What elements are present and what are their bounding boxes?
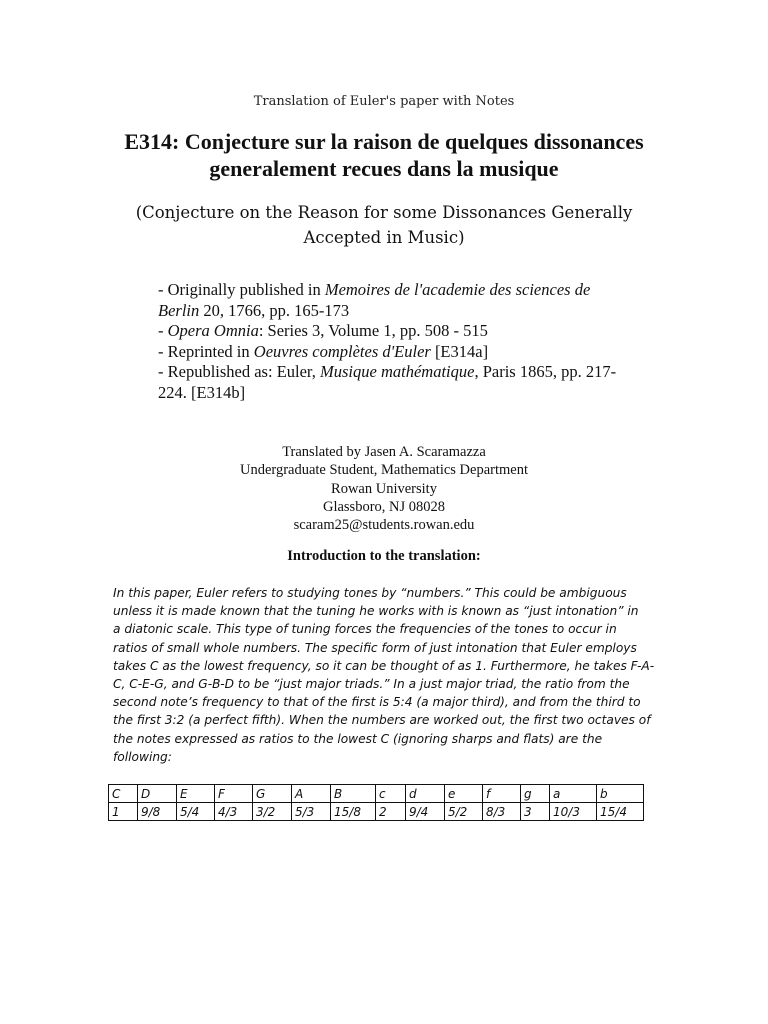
- oeuvres-title: Oeuvres complètes d'Euler: [253, 341, 431, 361]
- ratio-cell: 10/3: [550, 803, 597, 821]
- note-cell: F: [215, 785, 253, 803]
- publication-text: 20, 1766, pp. 165-173: [199, 300, 350, 320]
- ratio-cell: 3: [521, 803, 550, 821]
- note-cell: c: [376, 785, 406, 803]
- note-names-row: [109, 785, 644, 803]
- intro-line: In this paper, Euler refers to studying tones by “numbers.” This could be ambiguous: [113, 586, 627, 600]
- intro-line: takes C as the lowest frequency, so it can be thought of as 1. Furthermore, he takes F-A-: [113, 658, 655, 673]
- ratio-cell: 1: [109, 803, 138, 821]
- subtitle-line-1: (Conjecture on the Reason for some Dissonances Generally: [135, 203, 633, 222]
- note-cell: b: [597, 785, 644, 803]
- intro-line: second note’s frequency to that of the first is 5:4 (a major third), and from the third to: [113, 695, 641, 710]
- ratio-cell: 3/2: [253, 803, 292, 821]
- ratio-cell: 15/8: [331, 803, 376, 821]
- note-cell: E: [177, 785, 215, 803]
- paper-title: [90, 128, 678, 182]
- publication-line-4: [158, 342, 638, 363]
- title-line-1: E314: Conjecture sur la raison de quelques dissonances: [124, 129, 644, 154]
- journal-title-end: Berlin: [158, 300, 200, 320]
- introduction-heading: Introduction to the translation:: [287, 548, 481, 564]
- publication-line-3: [158, 321, 638, 342]
- publication-text: , Paris 1865, pp. 217-: [474, 362, 617, 381]
- intro-line: the first 3:2 (a perfect fifth). When the numbers are worked out, the first two octaves of: [113, 713, 651, 728]
- opera-omnia-title: Opera Omnia: [167, 321, 259, 340]
- publication-line-5: [158, 362, 638, 383]
- publication-text: - Originally published in: [158, 280, 325, 299]
- header-note: Translation of Euler's paper with Notes: [253, 94, 515, 109]
- intro-line: the notes expressed as ratios to the lowest C (ignoring sharps and flats) are the: [113, 731, 603, 746]
- paper-subtitle: [110, 200, 658, 250]
- note-cell: C: [109, 785, 138, 803]
- note-cell: d: [406, 785, 445, 803]
- note-cell: g: [521, 785, 550, 803]
- ratio-cell: 5/3: [292, 803, 331, 821]
- publication-text: -: [158, 321, 168, 340]
- translator-name: Translated by Jasen A. Scaramazza: [282, 444, 486, 460]
- translator-university: Rowan University: [331, 480, 437, 497]
- note-ratios-row: [109, 803, 644, 821]
- intro-line: ratios of small whole numbers. The specific form of just intonation that Euler employs: [113, 640, 637, 655]
- note-cell: D: [138, 785, 177, 803]
- publication-list: [158, 280, 638, 403]
- journal-title: Memoires de l'academie des sciences de: [324, 280, 591, 299]
- publication-line-2: [158, 301, 638, 322]
- translator-block: [0, 443, 768, 534]
- ratio-cell: 9/8: [138, 803, 177, 821]
- publication-line-6: 224. [E314b]: [158, 382, 246, 402]
- note-ratio-table: [108, 784, 644, 821]
- translator-position: Undergraduate Student, Mathematics Department: [239, 462, 529, 479]
- note-cell: a: [550, 785, 597, 803]
- ratio-cell: 4/3: [215, 803, 253, 821]
- note-cell: G: [253, 785, 292, 803]
- translator-location: Glassboro, NJ 08028: [322, 498, 446, 515]
- introduction-paragraph: [113, 584, 661, 766]
- ratio-cell: 9/4: [406, 803, 445, 821]
- ratio-cell: 5/4: [177, 803, 215, 821]
- ratio-cell: 2: [376, 803, 406, 821]
- intro-line: unless it is made known that the tuning he works with is known as “just intonation” in: [113, 604, 639, 619]
- subtitle-line-2: Accepted in Music): [303, 228, 465, 247]
- note-cell: f: [483, 785, 521, 803]
- publication-text: - Republished as: Euler,: [158, 362, 321, 381]
- publication-line-1: [158, 280, 638, 301]
- note-cell: B: [331, 785, 376, 803]
- publication-text: - Reprinted in: [158, 341, 254, 361]
- intro-line: a diatonic scale. This type of tuning forces the frequencies of the tones to occur in: [113, 622, 617, 637]
- intro-line: following:: [113, 749, 172, 764]
- ratio-cell: 5/2: [445, 803, 483, 821]
- note-cell: e: [445, 785, 483, 803]
- intro-line: C, C-E-G, and G-B-D to be “just major triads.” In a just major triad, the ratio from the: [113, 677, 630, 692]
- ratio-cell: 15/4: [597, 803, 644, 821]
- musique-title: Musique mathématique: [320, 362, 475, 381]
- publication-text: : Series 3, Volume 1, pp. 508 - 515: [258, 321, 488, 340]
- title-line-2: generalement recues dans la musique: [209, 156, 559, 181]
- note-cell: A: [292, 785, 331, 803]
- ratio-cell: 8/3: [483, 803, 521, 821]
- translator-email: scaram25@students.rowan.edu: [293, 517, 475, 534]
- publication-text: [E314a]: [430, 341, 489, 361]
